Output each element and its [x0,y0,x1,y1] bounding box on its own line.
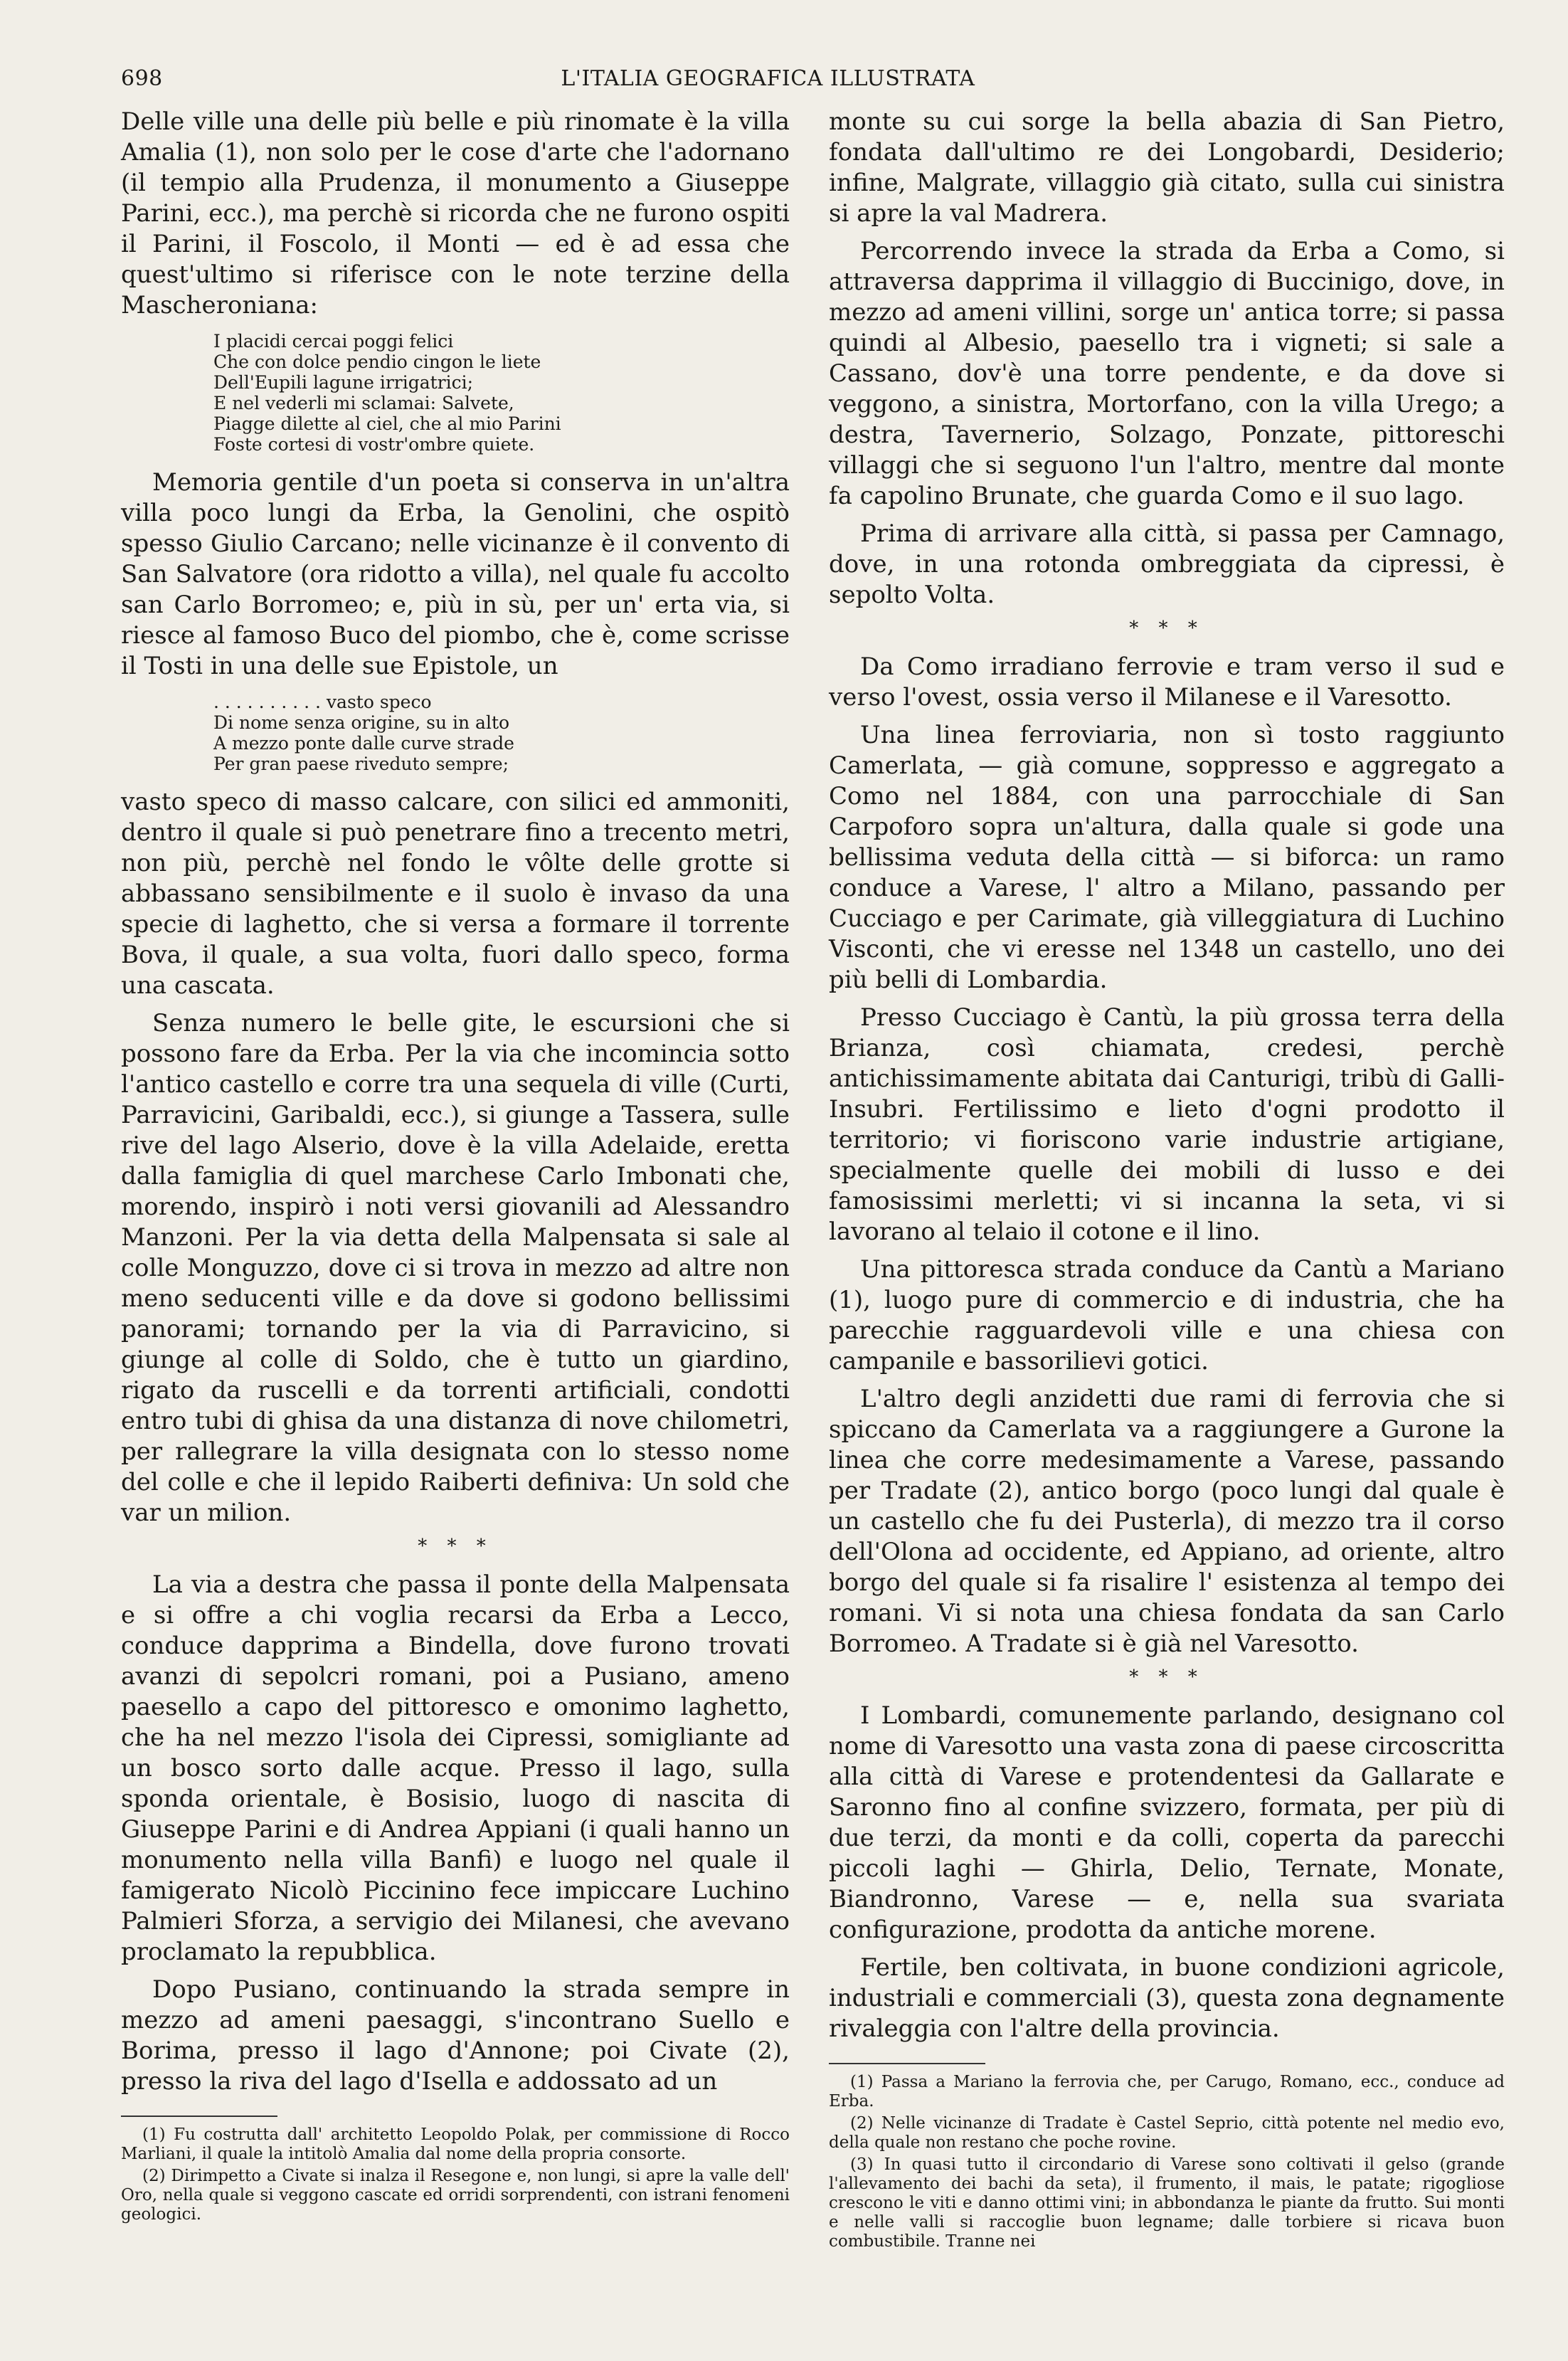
verse-line: I placidi cercai poggi felici [213,331,454,352]
paragraph: Dopo Pusiano, continuando la strada sempre in mezzo ad ameni paesaggi, s'incontrano Suello e Borima, presso il lago d'Annone; poi Civate (2), presso la riva del lago d'Isella e addossato ad un [121,1975,790,2096]
verse-line: Dell'Eupili lagune irrigatrici; [213,372,474,393]
footnote-rule [829,2063,985,2064]
verse-line: Di nome senza origine, su in alto [213,712,510,733]
paragraph: vasto speco di masso calcare, con silici ed ammoniti, dentro il quale si può penetrare fino a trecento metri, non più, perchè nel fondo le vôlte delle grotte si abbassano sensibilmente e il suolo è invaso da una specie di laghetto, che si versa a formare il torrente Bova, il quale, a sua volta, fuori dallo speco, forma una cascata. [121,788,790,1000]
paragraph: Percorrendo invece la strada da Erba a Como, si attraversa dapprima il villaggio di Buccinigo, dove, in mezzo ad ameni villini, sorge un' antica torre; si passa quindi al Albesio, paesello tra i vigneti; si sale a Cassano, dov'è una torre pendente, e da dove si veggono, a sinistra, Mortorfano, con la villa Urego; a destra, Tavernerio, Solzago, Ponzate, pittoreschi villaggi che si seguono l'un l'altro, mentre dal monte fa capolino Brunate, che guarda Como e il suo lago. [829,237,1505,510]
page-number: 698 [121,65,163,91]
paragraph: Fertile, ben coltivata, in buone condizioni agricole, industriali e commerciali (3), questa zona degnamente rivaleggia con l'altre della provincia. [829,1953,1505,2043]
footnote-rule [121,2116,277,2117]
verse-line: Foste cortesi di vostr'ombre quiete. [213,434,535,455]
paragraph: La via a destra che passa il ponte della Malpensata e si offre a chi voglia recarsi da Erba a Lecco, conduce dapprima a Bindella, dove furono trovati avanzi di sepolcri romani, poi a Pusiano, ameno paesello a capo del pittoresco e omonimo laghetto, che ha nel mezzo l'isola dei Cipressi, somigliante ad un bosco sorto dalle acque. Presso il lago, sulla sponda orientale, è Bosisio, luogo di nascita di Giuseppe Parini e di Andrea Appiani (i quali hanno un monumento nella villa Banfi) e luogo nel quale il famigerato Nicolò Piccinino fece impiccare Luchino Palmieri Sforza, a servigio dei Milanesi, che avevano proclamato la repubblica. [121,1570,790,1966]
paragraph: Prima di arrivare alla città, si passa per Camnago, dove, in una rotonda ombreggiata da cipressi, è sepolto Volta. [829,519,1505,609]
verse-line: Che con dolce pendio cingon le liete [213,352,541,372]
right-column [829,107,1505,2254]
running-title: L'ITALIA GEOGRAFICA ILLUSTRATA [561,65,975,91]
paragraph: monte su cui sorge la bella abazia di San Pietro, fondata dall'ultimo re dei Longobardi, Desiderio; infine, Malgrate, villaggio già citato, sulla cui sinistra si apre la val Madrera. [829,107,1505,228]
verse-line: Per gran paese riveduto sempre; [213,754,509,774]
verse-line: Piagge dilette al ciel, che al mio Parini [213,413,561,434]
footnote: (2) Nelle vicinanze di Tradate è Castel Seprio, città potente nel medio evo, della quale non restano che poche rovine. [829,2114,1505,2152]
verse-line: A mezzo ponte dalle curve strade [213,733,514,754]
verse-quotation [213,692,790,774]
section-separator: * * * [1129,618,1204,639]
paragraph: Presso Cucciago è Cantù, la più grossa terra della Brianza, così chiamata, credesi, perchè antichissimamente abitata dai Canturigi, tribù di Galli-Insubri. Fertilissimo e lieto d'ogni prodotto il territorio; vi fioriscono varie industrie artigiane, specialmente quelle dei mobili di lusso e dei famosissimi merletti; vi si incanna la seta, vi si lavorano al telaio il cotone e il lino. [829,1003,1505,1246]
footnote: (2) Dirimpetto a Civate si inalza il Resegone e, non lungi, si apre la valle dell' Oro, nella quale si veggono cascate ed orridi sorprendenti, con istrani fenomeni geologici. [121,2167,790,2224]
verse-quotation [213,331,790,455]
paragraph: Senza numero le belle gite, le escursioni che si possono fare da Erba. Per la via che incomincia sotto l'antico castello e corre tra una sequela di ville (Curti, Parravicini, Garibaldi, ecc.), si giunge a Tassera, sulle rive del lago Alserio, dove è la villa Adelaide, eretta dalla famiglia di quel marchese Carlo Imbonati che, morendo, inspirò i noti versi giovanili ad Alessandro Manzoni. Per la via detta della Malpensata si sale al colle Monguzzo, dove ci si trova in mezzo ad altre non meno seducenti ville e da dove si godono bellissimi panorami; tornando per la via di Parravicino, si giunge al colle di Soldo, che è tutto un giardino, rigato da ruscelli e da torrenti artificiali, condotti entro tubi di ghisa da una distanza di nove chilometri, per rallegrare la villa designata con lo stesso nome del colle e che il lepido Raiberti definiva: Un sold che var un milion. [121,1009,790,1527]
section-separator: * * * [1129,1667,1204,1688]
footnote: (3) In quasi tutto il circondario di Varese sono coltivati il gelso (grande l'allevamento dei bachi da seta), il frumento, il mais, le patate; rigogliose crescono le viti e danno ottimi vini; in abbondanza le piante da frutto. Sui monti e nelle valli si raccoglie buon legname; dalle torbiere si ricava buon combustibile. Tranne nei [829,2155,1505,2251]
verse-line: . . . . . . . . . . vasto speco [213,692,432,712]
paragraph: Delle ville una delle più belle e più rinomate è la villa Amalia (1), non solo per le cose d'arte che l'adornano (il tempio alla Prudenza, il monumento a Giuseppe Parini, ecc.), ma perchè si ricorda che ne furono ospiti il Parini, il Foscolo, il Monti — ed è ad essa che quest'ultimo si riferisce con le note terzine della Mascheroniana: [121,107,790,319]
footnote: (1) Passa a Mariano la ferrovia che, per Carugo, Romano, ecc., conduce ad Erba. [829,2073,1505,2111]
paragraph: Una pittoresca strada conduce da Cantù a Mariano (1), luogo pure di commercio e di industria, che ha parecchie ragguardevoli ville e una chiesa con campanile e bassorilievi gotici. [829,1255,1505,1375]
paragraph: I Lombardi, comunemente parlando, designano col nome di Varesotto una vasta zona di paese circoscritta alla città di Varese e protendentesi da Gallarate e Saronno fino al confine svizzero, formata, per più di due terzi, da monti e da colli, coperta da parecchi piccoli laghi — Ghirla, Delio, Ternate, Monate, Biandronno, Varese — e, nella sua svariata configurazione, prodotta da antiche morene. [829,1701,1505,1944]
paragraph: L'altro degli anzidetti due rami di ferrovia che si spiccano da Camerlata va a raggiungere a Gurone la linea che corre medesimamente a Varese, passando per Tradate (2), antico borgo (poco lungi dal quale è un castello che fu dei Pusterla), di mezzo tra il corso dell'Olona ad occidente, ed Appiano, ad oriente, altro borgo del quale si fa risalire l' esistenza al tempo dei romani. Vi si nota una chiesa fondata da san Carlo Borromeo. A Tradate si è già nel Varesotto. [829,1385,1505,1658]
footnote: (1) Fu costrutta dall' architetto Leopoldo Polak, per commissione di Rocco Marliani, il quale la intitolò Amalia dal nome della propria consorte. [121,2125,790,2163]
verse-line: E nel vederli mi sclamai: Salvete, [213,393,514,413]
left-column [121,107,790,2227]
paragraph: Da Como irradiano ferrovie e tram verso il sud e verso l'ovest, ossia verso il Milanese e il Varesotto. [829,653,1505,712]
section-separator: * * * [418,1536,493,1557]
paragraph: Memoria gentile d'un poeta si conserva in un'altra villa poco lungi da Erba, la Genolini, che ospitò spesso Giulio Carcano; nelle vicinanze è il convento di San Salvatore (ora ridotto a villa), nel quale fu accolto san Carlo Borromeo; e, più in sù, per un' erta via, si riesce al famoso Buco del piombo, che è, come scrisse il Tosti in una delle sue Epistole, un [121,468,790,680]
page-header [121,57,1458,100]
paragraph: Una linea ferroviaria, non sì tosto raggiunto Camerlata, — già comune, soppresso e aggregato a Como nel 1884, con una parrocchiale di San Carpoforo sopra un'altura, dalla quale si gode una bellissima veduta della città — si biforca: un ramo conduce a Varese, l' altro a Milano, passando per Cucciago e per Carimate, già villeggiatura di Luchino Visconti, che vi eresse nel 1348 un castello, uno dei più belli di Lombardia. [829,721,1505,994]
